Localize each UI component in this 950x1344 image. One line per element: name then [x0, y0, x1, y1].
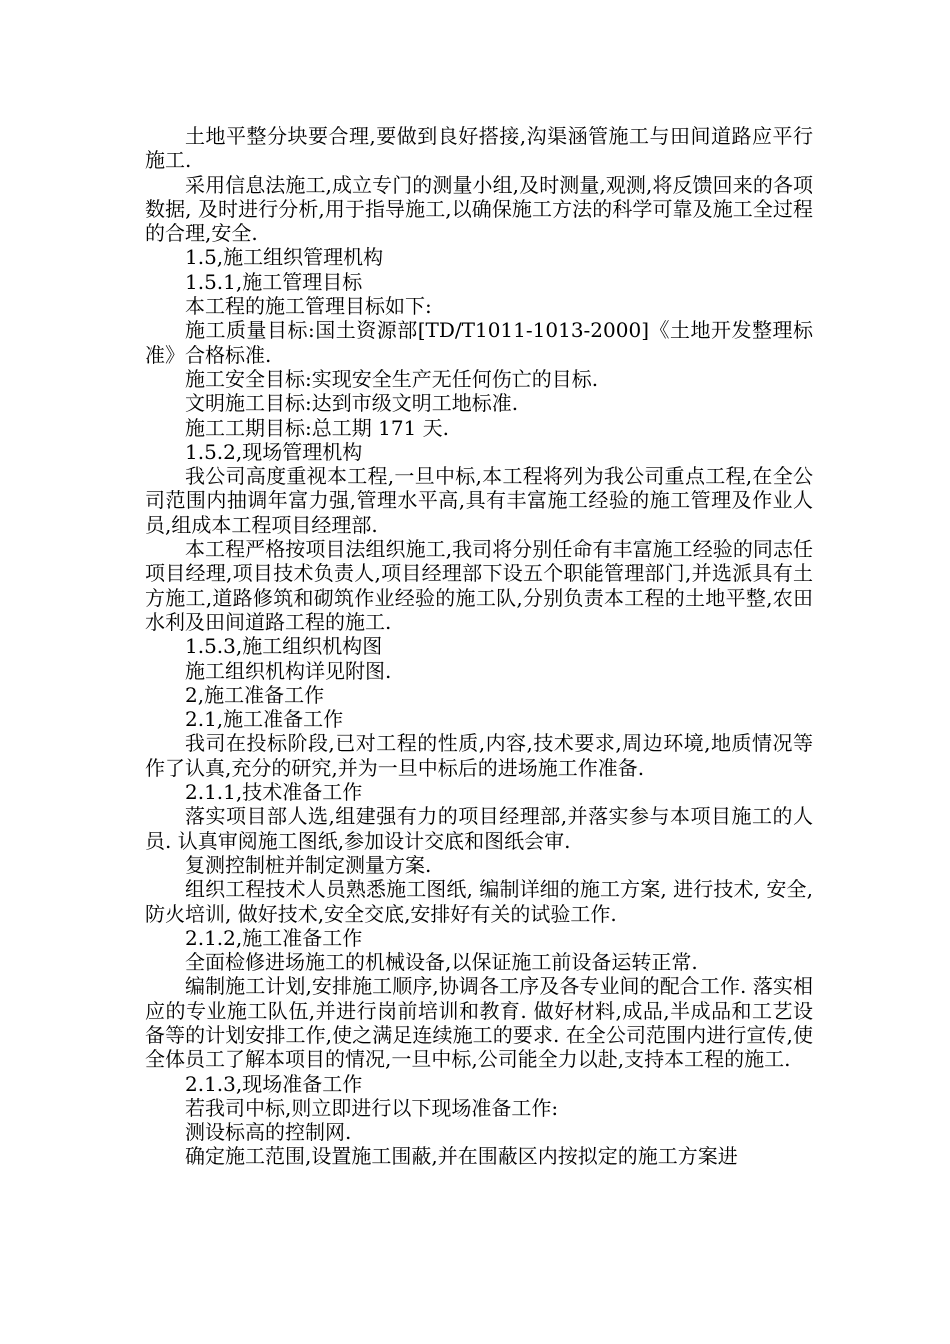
document-body	[145, 124, 813, 1169]
paragraph-13: 若我司中标,则立即进行以下现场准备工作:	[185, 1095, 559, 1120]
paragraph-safety-goal: 施工安全目标:实现安全生产无任何伤亡的目标.	[185, 366, 599, 391]
section-heading-1-5: 1.5,施工组织管理机构	[185, 245, 384, 270]
paragraph-12: 编制施工计划,安排施工顺序,协调各工序及各专业间的配合工作. 落实相应的专业施工队伍,并进行岗前培训和教育. 做好材料,成品,半成品和工艺设备等的计划安排工作,使之满足连续施工的要求. 在全公司范围内进行宣传,使全体员工了解本项目的情况,一旦中标,公司能全力以赴,支持本工程的施工.	[145, 974, 813, 1072]
paragraph-1: 土地平整分块要合理,要做到良好搭接,沟渠涵管施工与田间道路应平行施工.	[145, 124, 813, 173]
paragraph-quality-goal: 施工质量目标:国土资源部[TD/T1011-1013-2000]《土地开发整理标准》合格标准.	[145, 318, 813, 367]
paragraph-9: 复测控制桩并制定测量方案.	[185, 852, 432, 877]
paragraph-14: 测设标高的控制网.	[185, 1120, 352, 1145]
section-heading-2-1-2: 2.1.2,施工准备工作	[185, 925, 363, 950]
section-heading-2-1-1: 2.1.1,技术准备工作	[185, 780, 363, 805]
paragraph-6: 施工组织机构详见附图.	[185, 658, 392, 683]
section-heading-2: 2,施工准备工作	[185, 682, 325, 707]
paragraph-8: 落实项目部人选,组建强有力的项目经理部,并落实参与本项目施工的人员. 认真审阅施工图纸,参加设计交底和图纸会审.	[145, 804, 813, 853]
section-heading-2-1: 2.1,施工准备工作	[185, 707, 344, 732]
paragraph-4: 我公司高度重视本工程,一旦中标,本工程将列为我公司重点工程,在全公司范围内抽调年富力强,管理水平高,具有丰富施工经验的施工管理及作业人员,组成本工程项目经理部.	[145, 464, 813, 537]
paragraph-10: 组织工程技术人员熟悉施工图纸, 编制详细的施工方案, 进行技术, 安全, 防火培训, 做好技术,安全交底,安排好有关的试验工作.	[145, 877, 813, 926]
section-heading-2-1-3: 2.1.3,现场准备工作	[185, 1071, 363, 1096]
section-heading-1-5-1: 1.5.1,施工管理目标	[185, 269, 363, 294]
paragraph-5: 本工程严格按项目法组织施工,我司将分别任命有丰富施工经验的同志任项目经理,项目技术负责人,项目经理部下设五个职能管理部门,并选派具有土方施工,道路修筑和砌筑作业经验的施工队,分别负责本工程的土地平整,农田水利及田间道路工程的施工.	[145, 537, 813, 634]
paragraph-civilized-goal: 文明施工目标:达到市级文明工地标准.	[185, 391, 519, 416]
paragraph-schedule-goal: 施工工期目标:总工期 171 天.	[185, 415, 449, 440]
paragraph-15: 确定施工范围,设置施工围蔽,并在围蔽区内按拟定的施工方案进	[185, 1144, 738, 1169]
paragraph-3: 本工程的施工管理目标如下:	[185, 294, 432, 319]
paragraph-7: 我司在投标阶段,已对工程的性质,内容,技术要求,周边环境,地质情况等作了认真,充分的研究,并为一旦中标后的进场施工作准备.	[145, 731, 813, 780]
paragraph-11: 全面检修进场施工的机械设备,以保证施工前设备运转正常.	[185, 950, 698, 975]
section-heading-1-5-2: 1.5.2,现场管理机构	[185, 439, 363, 464]
paragraph-2: 采用信息法施工,成立专门的测量小组,及时测量,观测,将反馈回来的各项数据, 及时进行分析,用于指导施工,以确保施工方法的科学可靠及施工全过程的合理,安全.	[145, 172, 813, 246]
section-heading-1-5-3: 1.5.3,施工组织机构图	[185, 634, 383, 659]
